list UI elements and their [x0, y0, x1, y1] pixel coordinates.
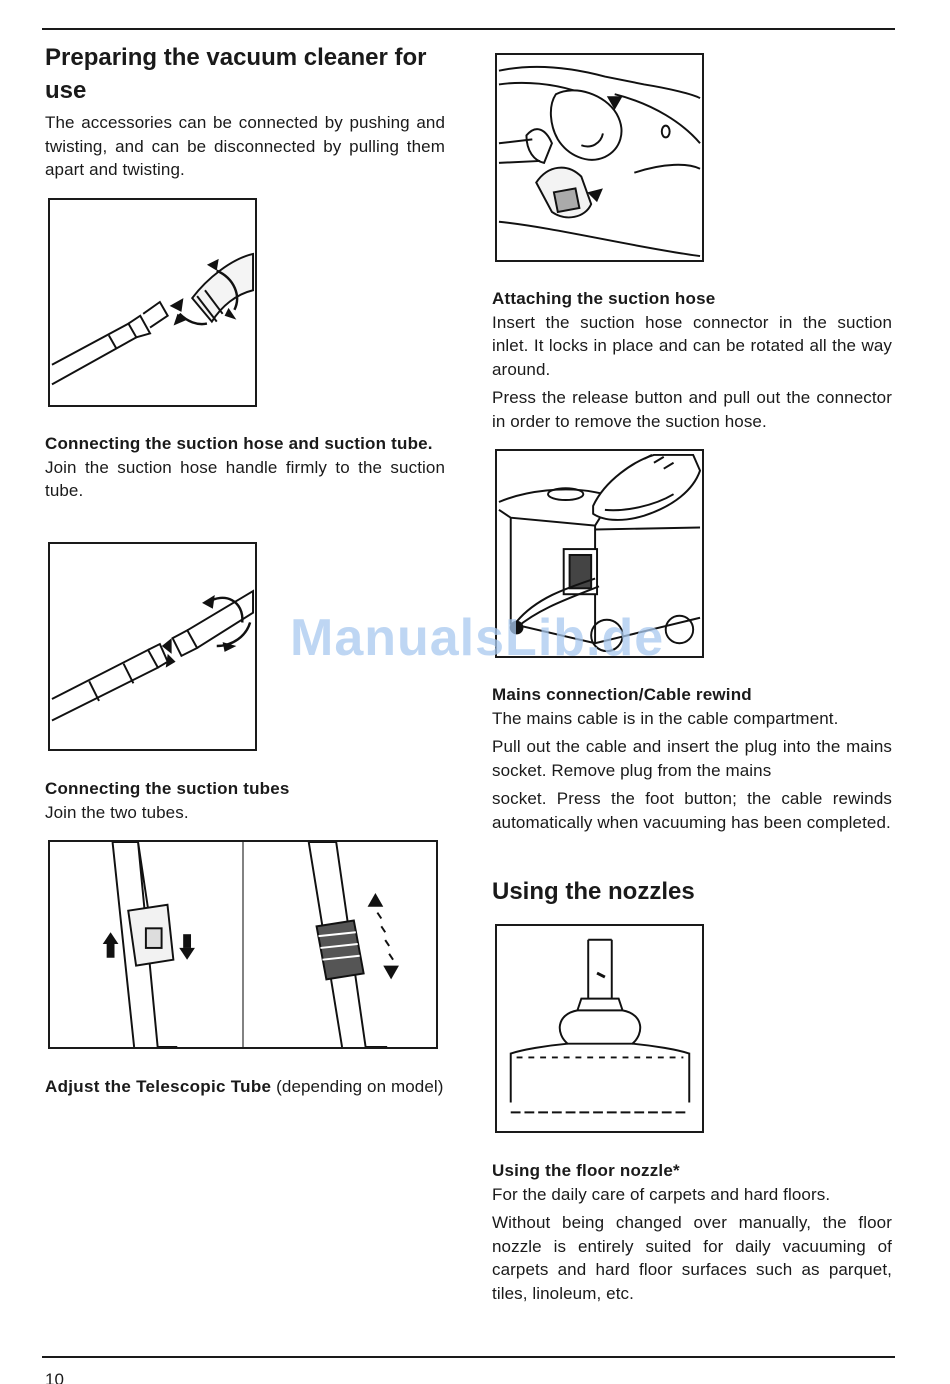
telescopic-heading: Adjust the Telescopic Tube — [45, 1077, 272, 1096]
hose-connector-figure — [495, 53, 704, 262]
tubes-text: Join the two tubes. — [45, 802, 189, 822]
page-number: 10 — [45, 1370, 64, 1384]
telescopic-tube-icon — [50, 842, 436, 1047]
attach-hose-text-2: Press the release button and pull out the connector in order to remove the suction hose. — [492, 388, 892, 431]
bottom-rule — [42, 1356, 895, 1358]
telescopic-section — [45, 1075, 445, 1099]
floor-nozzle-text-2: Without being changed over manually, the floor nozzle is entirely suited for daily vacuuming of carpets and hard floor surfaces such as parquet, tiles, linoleum, etc. — [492, 1213, 892, 1303]
telescopic-tube-figure — [48, 840, 438, 1049]
left-intro-block — [45, 41, 445, 182]
floor-nozzle-icon — [497, 926, 702, 1131]
tube-to-tube-figure — [48, 542, 257, 751]
top-rule — [42, 28, 895, 30]
mains-heading: Mains connection/Cable rewind — [492, 685, 752, 704]
attach-hose-section — [492, 287, 892, 433]
floor-nozzle-figure — [495, 924, 704, 1133]
mains-text-2: Pull out the cable and insert the plug into the mains socket. Remove plug from the mains — [492, 737, 892, 780]
telescopic-text: (depending on model) — [271, 1077, 444, 1096]
hose-tube-section — [45, 432, 445, 503]
mains-text-1: The mains cable is in the cable compartment. — [492, 708, 839, 728]
floor-nozzle-heading: Using the floor nozzle* — [492, 1161, 680, 1180]
hose-connector-icon — [497, 55, 702, 260]
page-title: Preparing the vacuum cleaner for use — [45, 44, 427, 104]
mains-section — [492, 683, 892, 834]
hose-to-tube-icon — [50, 200, 255, 405]
nozzles-title: Using the nozzles — [492, 878, 695, 905]
floor-nozzle-section — [492, 1159, 892, 1305]
tube-to-tube-icon — [50, 544, 255, 749]
floor-nozzle-text-1: For the daily care of carpets and hard floors. — [492, 1184, 831, 1204]
nozzles-title-block — [492, 875, 892, 908]
hose-tube-heading: Connecting the suction hose and suction tube. — [45, 434, 433, 453]
intro-text: The accessories can be connected by pushing and twisting, and can be disconnected by pulling them apart and twisting. — [45, 113, 445, 179]
attach-hose-text-1: Insert the suction hose connector in the suction inlet. It locks in place and can be rotated all the way around. — [492, 312, 892, 379]
watermark-text: ManualsLib.de — [290, 609, 665, 667]
tubes-heading: Connecting the suction tubes — [45, 779, 290, 798]
attach-hose-heading: Attaching the suction hose — [492, 289, 716, 308]
telescopic-paragraph — [45, 1075, 445, 1099]
hose-to-tube-figure — [48, 198, 257, 407]
hose-tube-text: Join the suction hose handle firmly to the suction tube. — [45, 457, 445, 500]
tubes-section — [45, 777, 445, 824]
mains-text-3: socket. Press the foot button; the cable rewinds automatically when vacuuming has been completed. — [492, 789, 892, 832]
